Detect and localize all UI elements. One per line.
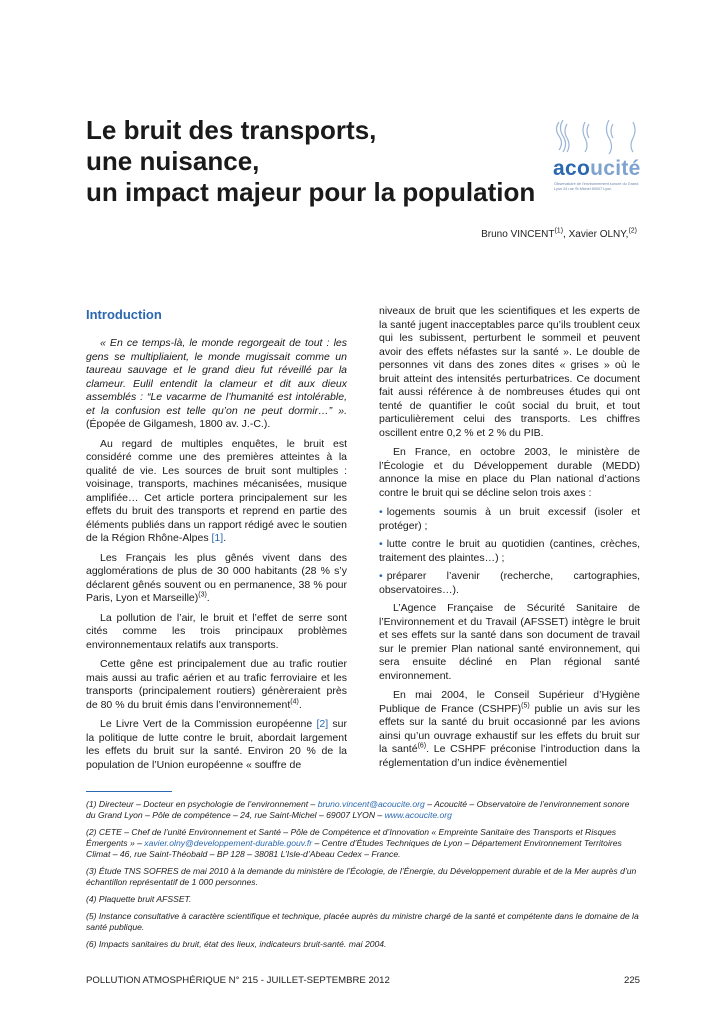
bullet-icon: • xyxy=(379,506,383,518)
sound-waves-icon xyxy=(551,116,643,158)
footnote-1: (1) Directeur – Docteur en psychologie de l’environnement – bruno.vincent@acoucite.org – Acoucité – Observatoire de l’environnement sonore du Grand Lyon – Pôle de compétence – 24, rue Saint-Michel – 69007 LYON – www.acoucite.org xyxy=(86,799,630,820)
footnotes xyxy=(86,799,640,956)
citation-link[interactable]: [2] xyxy=(316,718,329,730)
footnote-4: (4) Plaquette bruit AFSSET. xyxy=(86,894,192,904)
bullet-icon: • xyxy=(379,538,383,550)
paragraph: Le Livre Vert de la Commission européenne [2] sur la politique de lutte contre le bruit, abordait largement les effets du bruit sur la santé. Environ 20 % de la population de l’Union européenne « souffre de xyxy=(86,718,347,771)
footnote-ref[interactable]: (3) xyxy=(198,591,207,599)
paragraph: niveaux de bruit que les scientifiques et les experts de la santé jugent inacceptables parce qu’ils troublent ceux qui les subissent, perturbent le sommeil et peuvent avoir des effets néfastes sur la santé ». Le double de personnes vit dans des zones dites « grises » où le bruit atteint des intensités perturbatrices. Ce document fait aussi référence à de nombreuses études qui ont tenté de quantifier le coût social du bruit, et tout particulièrement celui des transports. Les chiffres oscillent entre 0,2 % et 2 % du PIB. xyxy=(379,305,640,439)
footnote-3: (3) Étude TNS SOFRES de mai 2010 à la demande du ministère de l’Écologie, de l’Énergie, du Développement durable et de la Mer auprès d’un échantillon représentatif de 1 000 personnes. xyxy=(86,866,637,887)
authors-line: Bruno VINCENT$^{(1)}$, Xavier OLNY,$^{(2)}$ xyxy=(481,227,637,240)
page-title xyxy=(86,115,536,208)
epigraph xyxy=(86,337,347,432)
list-item: • logements soumis à un bruit excessif (isoler et protéger) ; xyxy=(379,506,640,532)
paragraph: Au regard de multiples enquêtes, le bruit est considéré comme une des premières atteintes à la qualité de vie. Les sources de bruit sont multiples : voisinage, transports, machines mécanisées, musique amplifiée… Cet article portera principalement sur les effets du bruit des transports et reprend en partie des éléments publiés dans un rapport rédigé avec le soutien de la Région Rhône-Alpes [1]. xyxy=(86,437,347,544)
paragraph: Les Français les plus gênés vivent dans des agglomérations de plus de 30 000 habitants (28 % s’y déclarent gênés souvent ou en permanence, 38 % pour Paris, Lyon et Marseille)$^{(3)}$. xyxy=(86,551,347,604)
paragraph: La pollution de l’air, le bruit et l’effet de serre sont cités comme les trois principaux problèmes environnementaux relatifs aux transports. xyxy=(86,611,347,651)
author-1: Bruno VINCENT xyxy=(481,229,555,240)
title-line-3: un impact majeur pour la population xyxy=(86,177,536,207)
author-1-ref: (1) xyxy=(554,227,564,235)
journal-name: POLLUTION ATMOSPHÉRIQUE N° 215 - JUILLET-SEPTEMBRE 2012 xyxy=(86,975,390,986)
list-item: • lutte contre le bruit au quotidien (cantines, crèches, traitement des plaintes…) ; xyxy=(379,538,640,564)
paragraph: L’Agence Française de Sécurité Sanitaire de l’Environnement et du Travail (AFSSET) intègre le bruit et ses effets sur la santé dans son document de travail sur le premier Plan national santé environnement, qui sera ensuite décliné en Plan régional santé environnement. xyxy=(379,602,640,682)
website-link[interactable]: www.acoucite.org xyxy=(384,810,452,820)
page-number: 225 xyxy=(623,975,640,986)
footnote-6: (6) Impacts sanitaires du bruit, état des lieux, indicateurs bruit-santé. mai 2004. xyxy=(86,939,387,949)
footnote-ref[interactable]: (4) xyxy=(290,698,299,705)
footnote-2: (2) CETE – Chef de l’unité Environnement et Santé – Pôle de Compétence et d’Innovation « Empreinte Sanitaire des Transports et Risques Émergents » – xavier.olny@developpement-durable.gouv.fr – Centre d’Études Techniques de Lyon – Département Environnement Territoires Climat – 46, rue Saint-Théobald – BP 128 – 38081 L’Isle-d’Abeau Cedex – France. xyxy=(86,827,622,859)
epigraph-source: (Épopée de Gilgamesh, 1800 av. J.-C.). xyxy=(86,418,271,430)
email-link[interactable]: bruno.vincent@acoucite.org xyxy=(317,799,425,809)
footnote-ref[interactable]: (5) xyxy=(521,702,530,709)
text-column-right xyxy=(379,305,640,776)
paragraph: En France, en octobre 2003, le ministère de l’Écologie et du Développement durable (MEDD) annonce la mise en place du Plan national d’actions contre le bruit qui se décline selon trois axes : xyxy=(379,446,640,499)
footnote-divider xyxy=(86,791,172,792)
section-heading-introduction: Introduction xyxy=(86,307,162,322)
author-2-ref: (2) xyxy=(628,227,637,235)
logo-subtext: Observatoire de l'environnement sonore du Grand Lyon 24 rue St Michel 69007 Lyon xyxy=(554,182,639,191)
email-link[interactable]: xavier.olny@developpement-durable.gouv.fr xyxy=(144,838,313,848)
logo-wordmark: acoucité xyxy=(553,157,641,180)
footnote-ref[interactable]: (6) xyxy=(417,742,427,750)
paragraph: En mai 2004, le Conseil Supérieur d’Hygiène Publique de France (CSHPF)$^{(5)}$ publie un avis sur les effets sur la santé du bruit occasionné par les avions ainsi qu’un ouvrage exhaustif sur les effets du bruit sur la santé$^{(6)}$. Le CSHPF préconise l’introduction dans la réglementation d’un indice évènementiel xyxy=(379,689,640,769)
page-footer xyxy=(86,975,640,986)
title-line-2: une nuisance, xyxy=(86,146,260,176)
citation-link[interactable]: [1] xyxy=(211,532,224,544)
paragraph: Cette gêne est principalement due au trafic routier mais aussi au trafic aérien et au trafic ferroviaire et les transports (principalement routiers) génèreraient près de 80 % du bruit émis dans l’environnement$^{(4)}$. xyxy=(86,658,347,711)
bullet-icon: • xyxy=(379,570,383,582)
list-item: • préparer l’avenir (recherche, cartographies, observatoires…). xyxy=(379,570,640,596)
author-2: Xavier OLNY, xyxy=(568,229,629,240)
text-column-left xyxy=(86,305,347,778)
footnote-5: (5) Instance consultative à caractère scientifique et technique, placée auprès du ministre chargé de la santé et compétente dans le domaine de la santé publique. xyxy=(86,911,639,932)
title-line-1: Le bruit des transports, xyxy=(86,115,377,145)
acoucite-logo xyxy=(551,116,643,206)
epigraph-quote: « En ce temps-là, le monde regorgeait de tout : les gens se multipliaient, le monde mugissait comme un taureau sauvage et le grand dieu fut réveillé par la clameur. Eulil entendit la clameur et dit aux dieux assemblés : “Le vacarme de l’humanité est intolérable, et la confusion est telle qu’on ne peut dormir…” ». xyxy=(86,337,347,417)
